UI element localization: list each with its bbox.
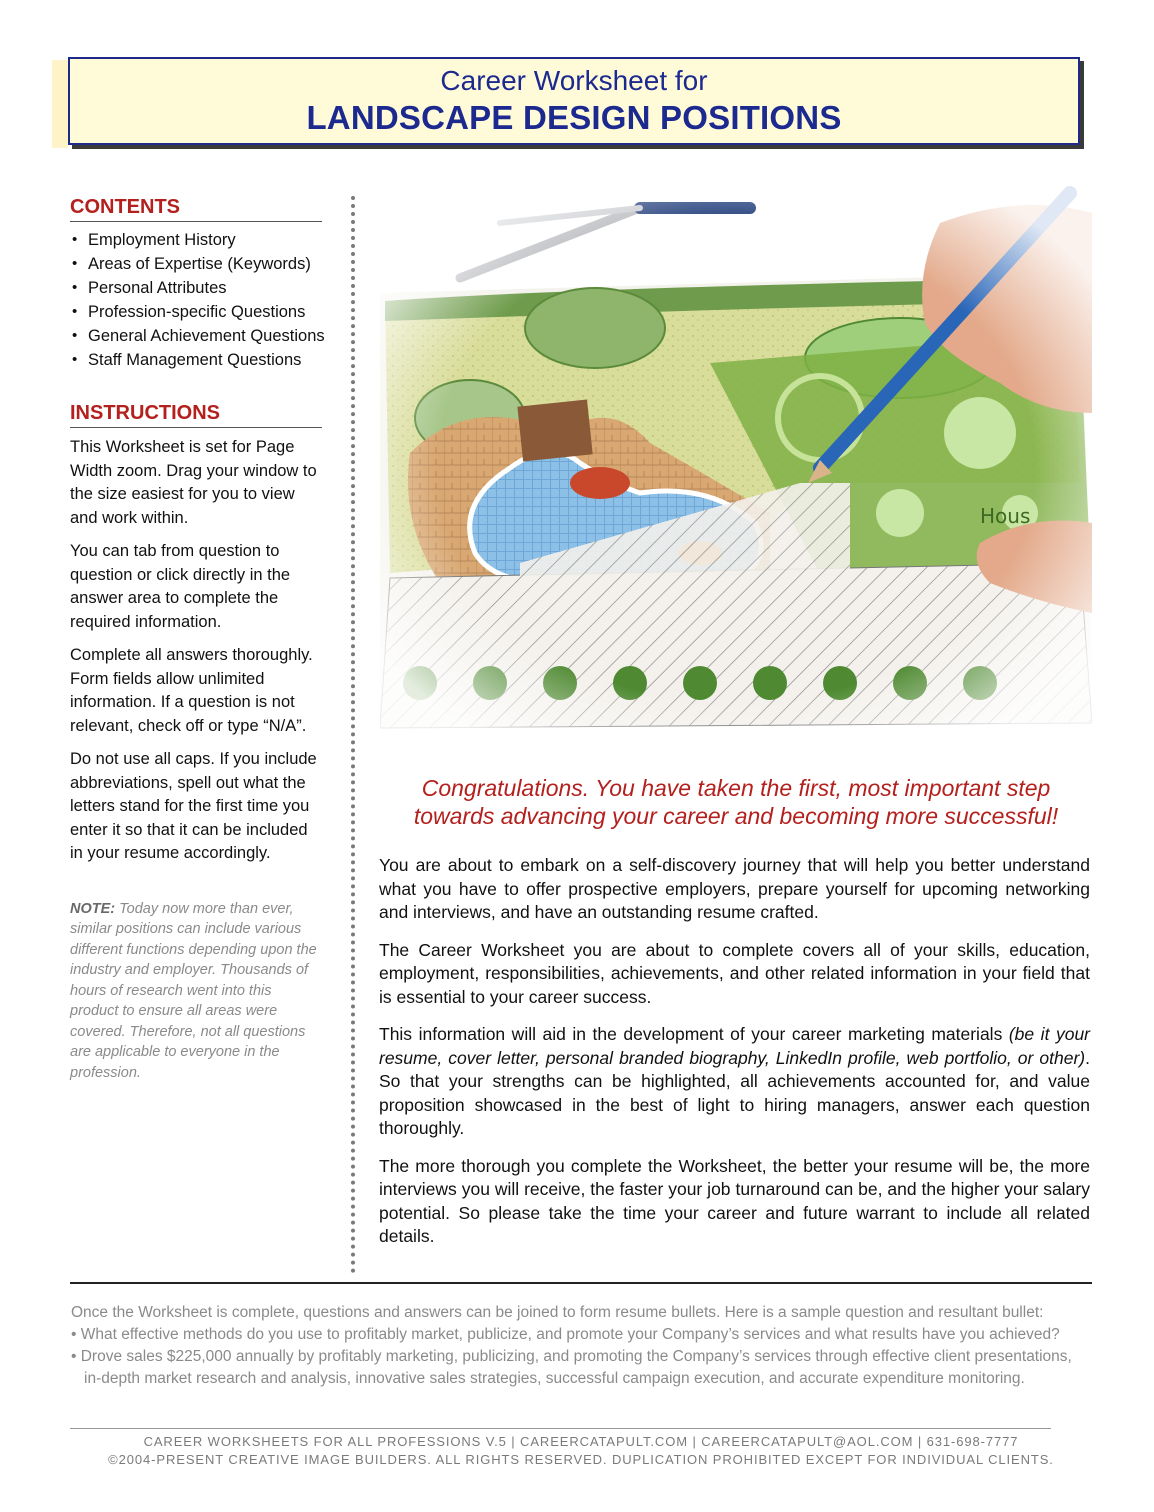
contents-list (70, 228, 325, 372)
contents-item-general-achievement[interactable]: • General Achievement Questions (70, 324, 322, 348)
sample-bullet-section (71, 1302, 1101, 1390)
contents-item-employment-history[interactable]: • Employment History (70, 228, 322, 252)
landscape-plan-illustration (380, 183, 1092, 748)
instructions-body (70, 436, 322, 866)
congrats-line-1: Congratulations. You have taken the first, most important step (421, 775, 1051, 801)
sample-question: • What effective methods do you use to profitably market, publicize, and promote your Company’s services and what results have you achieved? (71, 1326, 1060, 1343)
instruction-paragraph: Do not use all caps. If you include abbreviations, spell out what the letters stand for the first time you enter it so that it can be included in your resume accordingly. (70, 750, 317, 862)
p3-text-a: This information will aid in the development of your career marketing materials (379, 1024, 1009, 1044)
contents-item-staff-management[interactable]: • Staff Management Questions (70, 348, 322, 372)
intro-paragraph-2: The Career Worksheet you are about to complete covers all of your skills, education, employment, responsibilities, achievements, and other related information in your field that is essential to your career success. (379, 939, 1090, 1007)
p3-italic: (be it your resume, cover letter, personal branded biography, LinkedIn profile, web portfolio, or other) (379, 1024, 1091, 1068)
congrats-line-2: towards advancing your career and becoming more successful! (413, 803, 1059, 829)
intro-paragraph-4: The more thorough you complete the Worksheet, the better your resume will be, the more interviews you will receive, the faster your job turnaround can be, and the higher your salary potential. So please take the time your career and future warrant to include all related details. (379, 1155, 1090, 1246)
note-body: Today now more than ever, similar positions can include various different functions depending upon the industry and employer. Thousands of hours of research went into this product to ensure all areas were covered. Therefore, not all questions are applicable to everyone in the profession. (70, 900, 317, 1081)
instructions-heading: INSTRUCTIONS (70, 402, 322, 428)
left-column (70, 196, 325, 1083)
instruction-paragraph: You can tab from question to question or click directly in the answer area to complete the required information. (70, 542, 291, 631)
intro-body (379, 854, 1090, 1263)
title-line-2: LANDSCAPE DESIGN POSITIONS (306, 99, 842, 136)
contents-item-areas-of-expertise[interactable]: • Areas of Expertise (Keywords) (70, 252, 322, 276)
contents-item-profession-questions[interactable]: • Profession-specific Questions (70, 300, 322, 324)
congratulations-message (380, 774, 1092, 830)
note-text (70, 899, 322, 1084)
sample-intro: Once the Worksheet is complete, questions and answers can be joined to form resume bullets. Here is a sample question and resultant bullet: (71, 1304, 1044, 1321)
sample-bullet-line-1: • Drove sales $225,000 annually by profitably marketing, publicizing, and promoting the Company’s services through effective client presentations, (71, 1348, 1072, 1365)
sample-bullet-line-2: in-depth market research and analysis, innovative sales strategies, successful campaign execution, and accurate expenditure monitoring. (84, 1370, 1025, 1387)
footer (70, 1433, 1092, 1469)
column-divider (351, 196, 355, 1274)
banner-accent (52, 60, 68, 148)
title-banner (68, 57, 1080, 145)
contents-heading: CONTENTS (70, 196, 322, 222)
intro-paragraph-1: You are about to embark on a self-discovery journey that will help you better understand what you have to offer prospective employers, prepare yourself for upcoming networking and interviews, and have an outstanding resume crafted. (379, 855, 1090, 922)
title-line-1: Career Worksheet for (440, 65, 708, 96)
section-divider (70, 1282, 1092, 1284)
footer-line-1: CAREER WORKSHEETS FOR ALL PROFESSIONS V.5 | CAREERCATAPULT.COM | CAREERCATAPULT@AOL.COM | 631-698-7777 (143, 1434, 1019, 1449)
instruction-paragraph: Complete all answers thoroughly. Form fields allow unlimited information. If a question is not relevant, check off or type “N/A”. (70, 646, 313, 735)
footer-copyright: ©2004-PRESENT CREATIVE IMAGE BUILDERS. ALL RIGHTS RESERVED. DUPLICATION PROHIBITED EXCEPT FOR INDIVIDUAL CLIENTS. (108, 1452, 1054, 1467)
instruction-paragraph: This Worksheet is set for Page Width zoom. Drag your window to the size easiest for you to view and work within. (70, 438, 317, 527)
footer-divider (70, 1428, 1051, 1429)
p3-text-b: . So that your strengths can be highlighted, all achievements accounted for, and value proposition showcased in the best of light to hiring managers, answer each question thoroughly. (379, 1047, 1090, 1138)
intro-paragraph-3 (379, 1023, 1090, 1141)
contents-item-personal-attributes[interactable]: • Personal Attributes (70, 276, 322, 300)
note-label: NOTE: (70, 900, 116, 917)
